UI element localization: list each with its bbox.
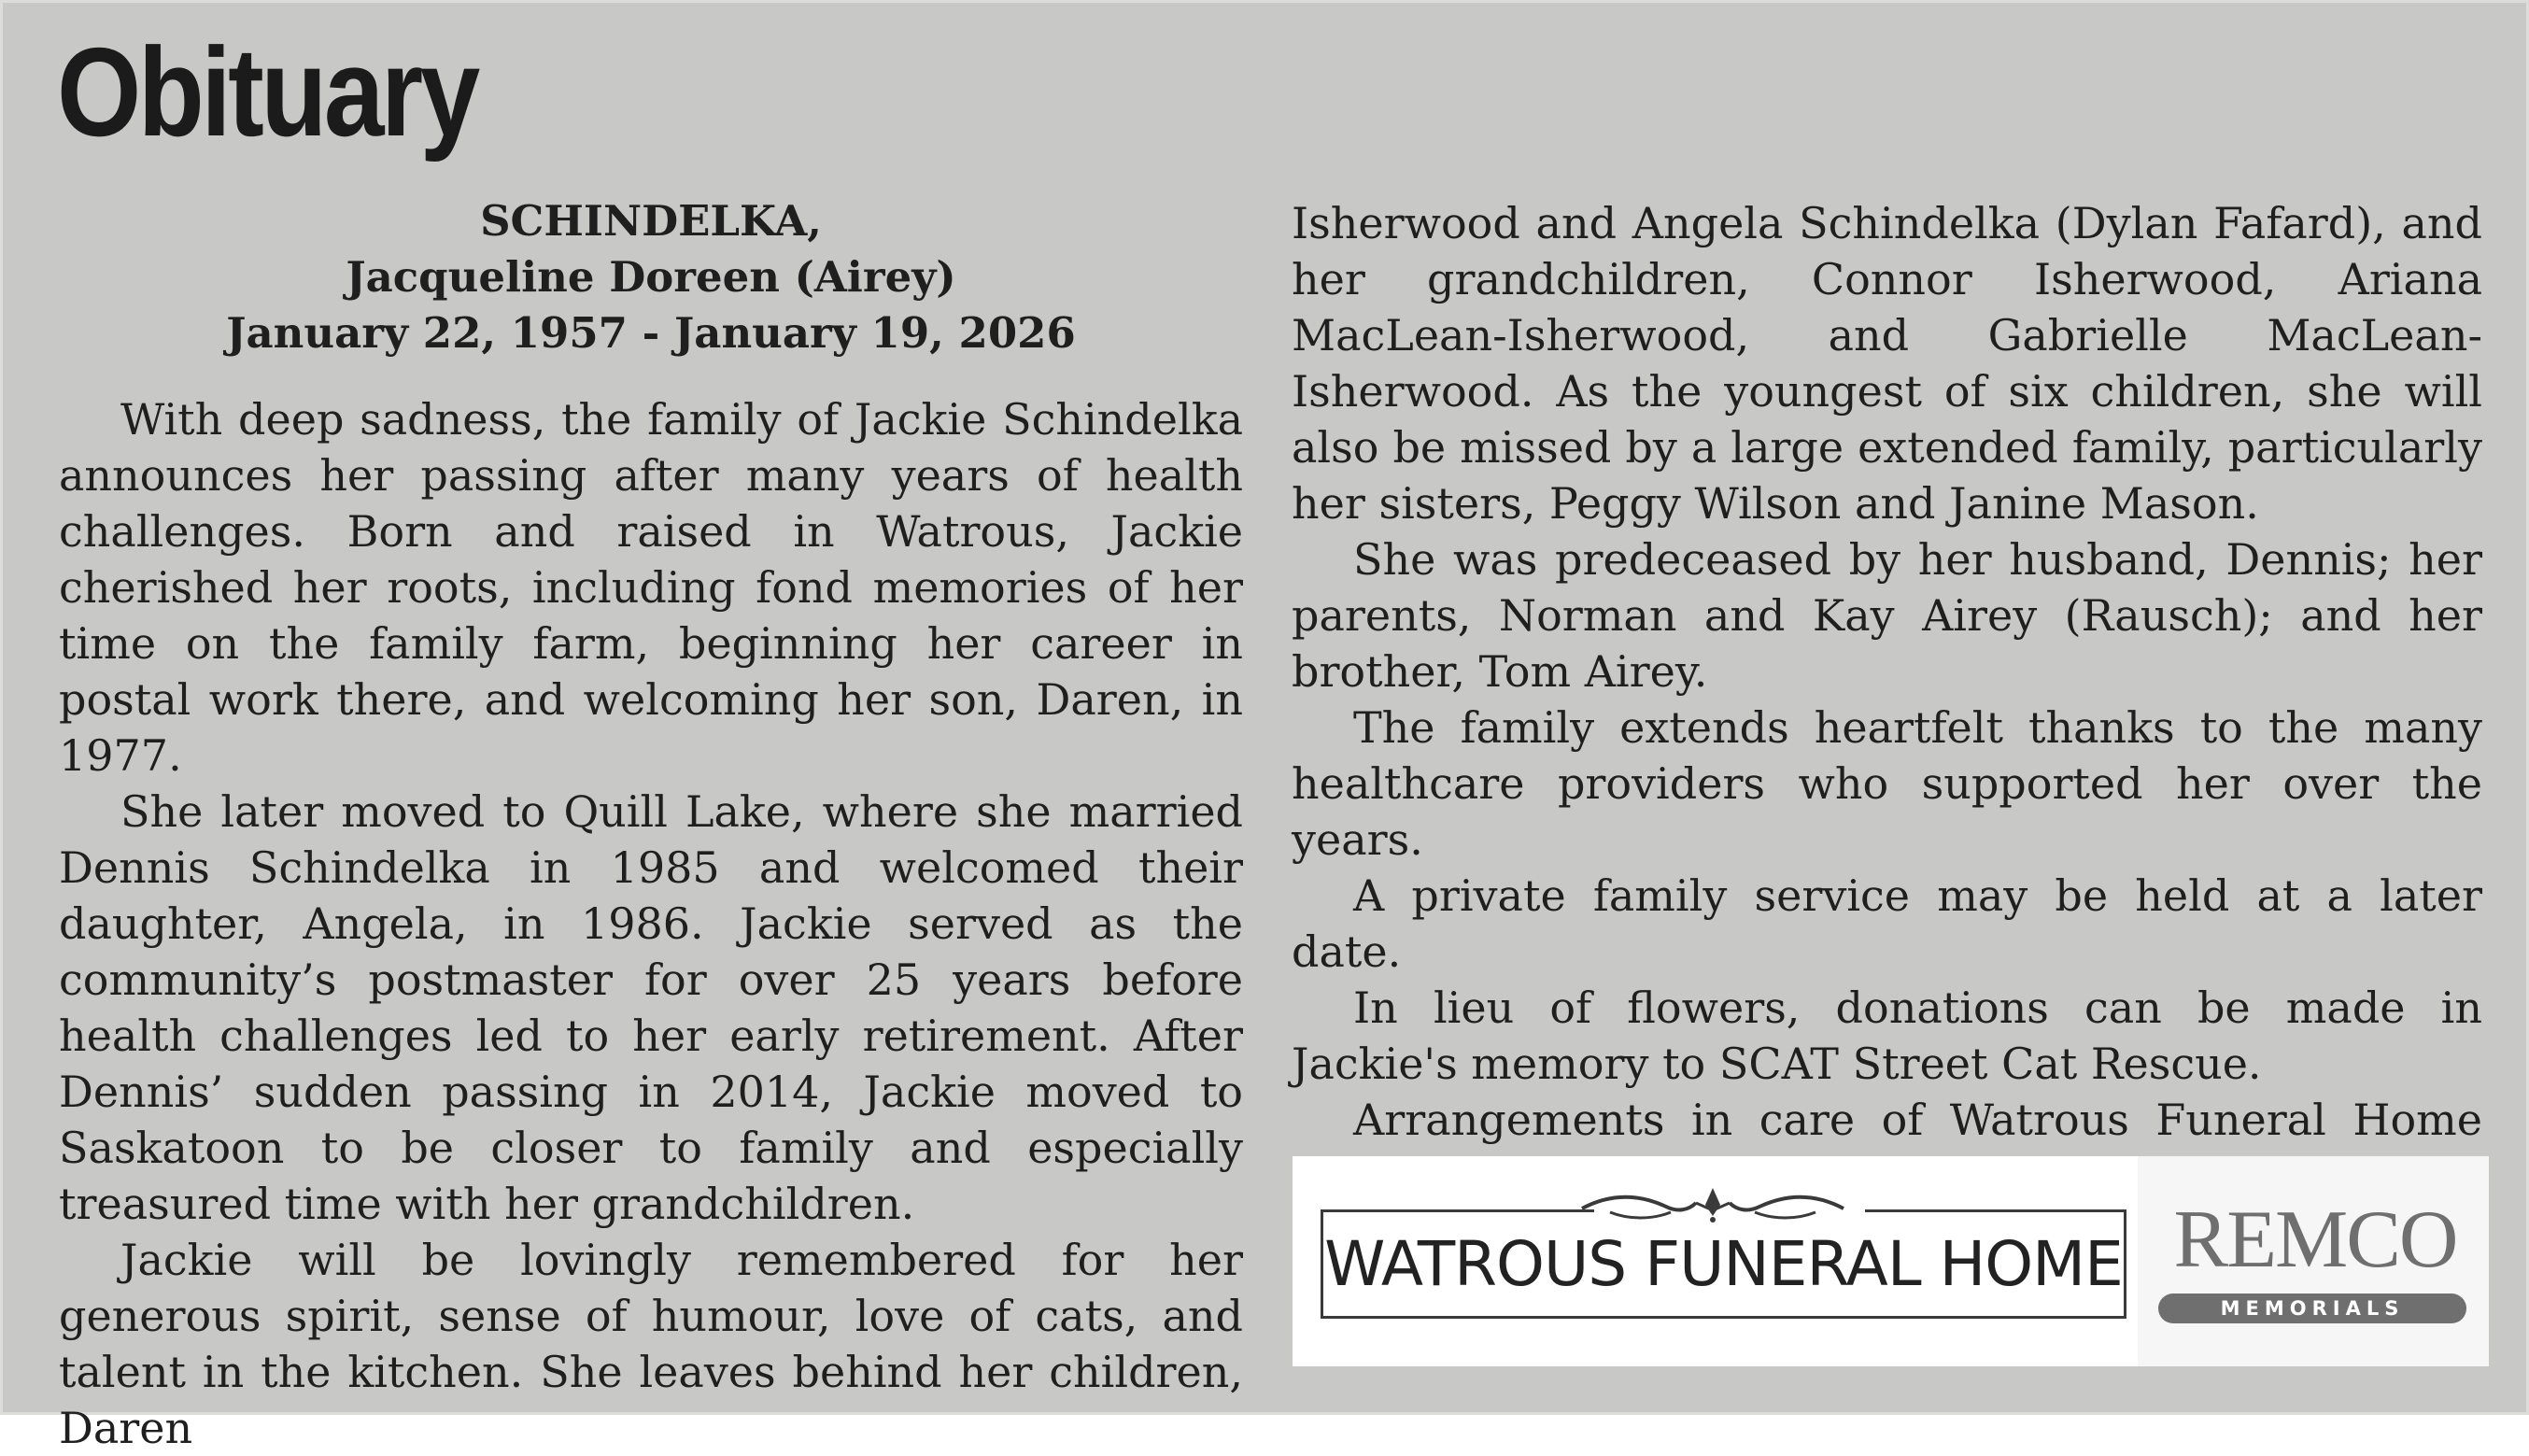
deceased-surname: SCHINDELKA, <box>480 196 822 246</box>
paragraph-remembered-continued: Isherwood and Angela Schindelka (Dylan Fafard), and her grandchildren, Connor Isherwood, Ariana MacLean-Isherwood, and Gabrielle MacLean-Isherwood. As the youngest of six children, she will also be missed by a large extended family, particularly her sisters, Peggy Wilson and Janine Mason. <box>1292 198 2482 529</box>
funeral-home-logo: WATROUS FUNERAL HOME <box>1324 1228 2123 1300</box>
paragraph-donations: In lieu of flowers, donations can be made in Jackie's memory to SCAT Street Cat Rescue. <box>1292 982 2482 1089</box>
paragraph-arrangements: Arrangements in care of Watrous Funeral Home <box>1353 1095 2482 1145</box>
remco-wordmark: REMCO <box>2173 1194 2457 1285</box>
deceased-given-names: Jacqueline Doreen (Airey) <box>346 252 956 302</box>
sponsor-logos <box>1293 1156 2489 1366</box>
left-column <box>59 193 1243 1456</box>
paragraph-thanks: The family extends heartfelt thanks to the many healthcare providers who supported her over the years. <box>1292 702 2482 865</box>
paragraph-predeceased: She was predeceased by her husband, Dennis; her parents, Norman and Kay Airey (Rausch); and her brother, Tom Airey. <box>1292 534 2482 697</box>
life-dates: January 22, 1957 - January 19, 2026 <box>226 308 1076 358</box>
remco-memorials-logo <box>2138 1156 2489 1366</box>
remco-subtitle-bar: MEMORIALS <box>2158 1293 2466 1323</box>
paragraph-service: A private family service may be held at a later date. <box>1292 870 2482 977</box>
paragraph-quill-lake: She later moved to Quill Lake, where she married Dennis Schindelka in 1985 and welcomed their daughter, Angela, in 1986. Jackie served as the community’s postmaster for over 25 years before health challenges led to her early retirement. After Dennis’ sudden passing in 2014, Jackie moved to Saskatoon to be closer to family and especially treasured time with her grandchildren. <box>59 786 1243 1229</box>
obituary-heading <box>59 193 1243 361</box>
paragraph-remembered-start: Jackie will be lovingly remembered for her generous spirit, sense of humour, love of cats, and talent in the kitchen. She leaves behind her children, Daren <box>59 1235 1243 1453</box>
paragraph-intro: With deep sadness, the family of Jackie Schindelka announces her passing after many years of health challenges. Born and raised in Watrous, Jackie cherished her roots, including fond memories of her time on the family farm, beginning her career in postal work there, and welcoming her son, Daren, in 1977. <box>59 394 1243 781</box>
right-column <box>1292 195 2482 1204</box>
section-title: Obituary <box>57 21 477 163</box>
